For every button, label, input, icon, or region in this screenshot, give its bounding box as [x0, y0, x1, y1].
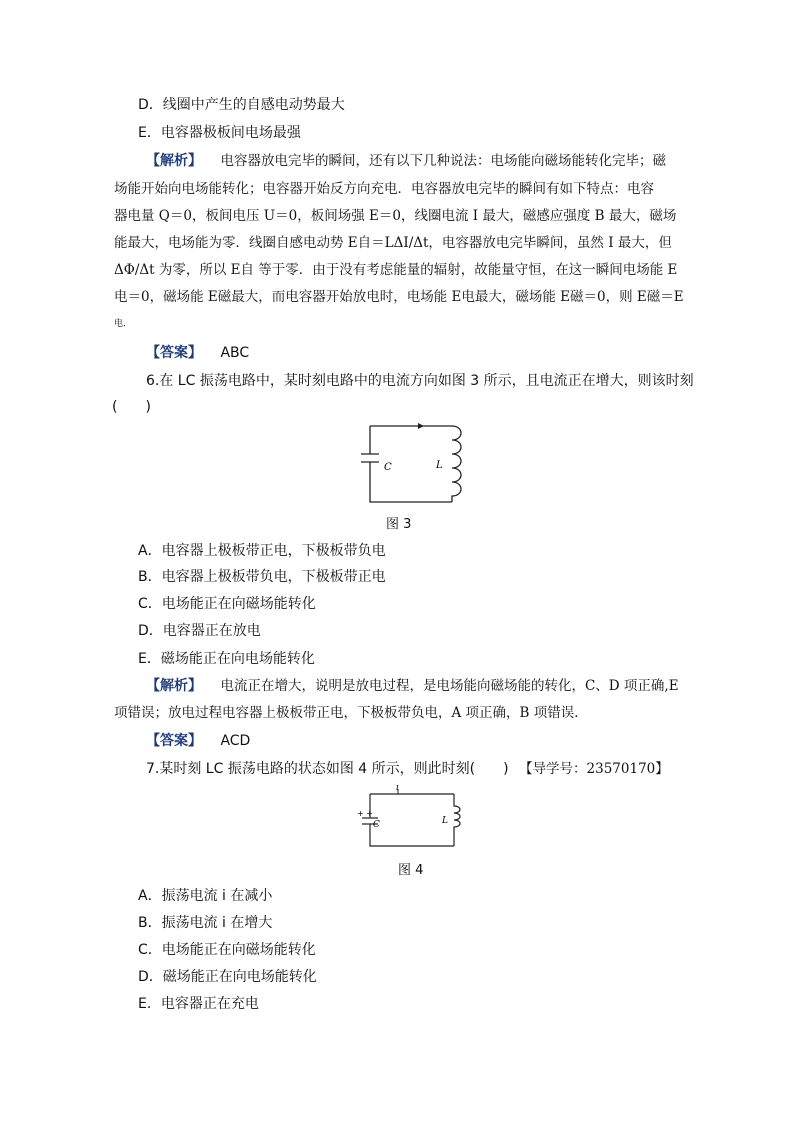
option-a-q7: A．振荡电流 i 在减小	[138, 888, 273, 904]
analysis-line: 电流正在增大，说明是放电过程，是电场能向磁场能的转化，C、D 项正确,E	[220, 678, 679, 694]
plus-label: + +	[357, 809, 373, 818]
option-b-q7: B．振荡电流 i 在增大	[138, 915, 273, 931]
q5-analysis-block	[146, 152, 666, 170]
analysis-label: 【解析】	[146, 153, 202, 169]
option-c-q7: C．电场能正在向磁场能转化	[138, 942, 316, 958]
analysis-line: ΔΦ/Δt 为零，所以 E自 等于零．由于没有考虑能量的辐射，故能量守恒，在这一瞬间电场能 E	[114, 262, 678, 278]
q7-stem	[146, 760, 669, 778]
option-d-q6: D．电容器正在放电	[138, 623, 261, 639]
option-d-q5: D．线圈中产生的自感电动势最大	[138, 97, 345, 113]
figure-4-lc-circuit	[354, 784, 466, 856]
capacitor-label: C	[384, 462, 392, 473]
answer-value: ABC	[220, 345, 250, 361]
analysis-label: 【解析】	[146, 678, 202, 694]
capacitor-label: C	[373, 820, 380, 830]
option-d-q7: D．磁场能正在向电场能转化	[138, 969, 317, 985]
analysis-line: 项错误；放电过程电容器上极板带正电，下极板带负电，A 项正确，B 项错误．	[114, 705, 588, 721]
q6-stem-paren: ( )	[112, 399, 151, 415]
analysis-line: 电．	[114, 319, 133, 329]
analysis-line: 电＝0，磁场能 E磁最大，而电容器开始放电时，电场能 E电最大，磁场能 E磁＝0，则 E磁＝E	[114, 289, 684, 305]
answer-label: 【答案】	[146, 733, 202, 749]
analysis-line: 能最大，电场能为零．线圈自感电动势 E自＝LΔI/Δt，电容器放电完毕瞬间，虽然 I 最大，但	[114, 235, 672, 251]
inductor-coil	[452, 426, 461, 502]
analysis-line: 电容器放电完毕的瞬间，还有以下几种说法：电场能向磁场能转化完毕；磁	[220, 153, 666, 169]
q6-answer	[146, 732, 250, 750]
inductor-label: L	[442, 816, 448, 826]
q6-analysis-block	[146, 677, 679, 695]
guide-number: 【导学号：23570170】	[519, 761, 669, 777]
inductor-label: L	[436, 460, 443, 471]
option-e-q7: E．电容器正在充电	[138, 996, 259, 1012]
figure-4-caption: 图 4	[398, 863, 424, 878]
answer-value: ACD	[220, 733, 251, 749]
figure-3-lc-circuit	[352, 418, 472, 510]
q7-stem-text: 7.某时刻 LC 振荡电路的状态如图 4 所示，则此时刻( )	[146, 761, 509, 777]
current-label: i	[396, 784, 399, 793]
q6-stem: 6.在 LC 振荡电路中，某时刻电路中的电流方向如图 3 所示，且电流正在增大，则该时刻	[146, 373, 694, 389]
figure-3-caption: 图 3	[386, 517, 412, 532]
answer-label: 【答案】	[146, 345, 202, 361]
option-e-q6: E．磁场能正在向电场能转化	[138, 651, 315, 667]
q5-answer	[146, 344, 249, 362]
inductor-coil	[454, 794, 460, 846]
bottom-wire	[370, 824, 454, 846]
current-arrow-icon	[418, 423, 424, 429]
analysis-line: 器电量 Q＝0，板间电压 U＝0，板间场强 E＝0，线圈电流 I 最大，磁感应强度 B 最大，磁场	[114, 208, 677, 224]
option-b-q6: B．电容器上极板带负电，下极板带正电	[138, 569, 386, 585]
option-c-q6: C．电场能正在向磁场能转化	[138, 596, 316, 612]
option-a-q6: A．电容器上极板带正电，下极板带负电	[138, 543, 386, 559]
option-e-q5: E．电容器极板间电场最强	[138, 125, 301, 141]
analysis-line: 场能开始向电场能转化；电容器开始反方向充电．电容器放电完毕的瞬间有如下特点：电容	[114, 181, 654, 197]
